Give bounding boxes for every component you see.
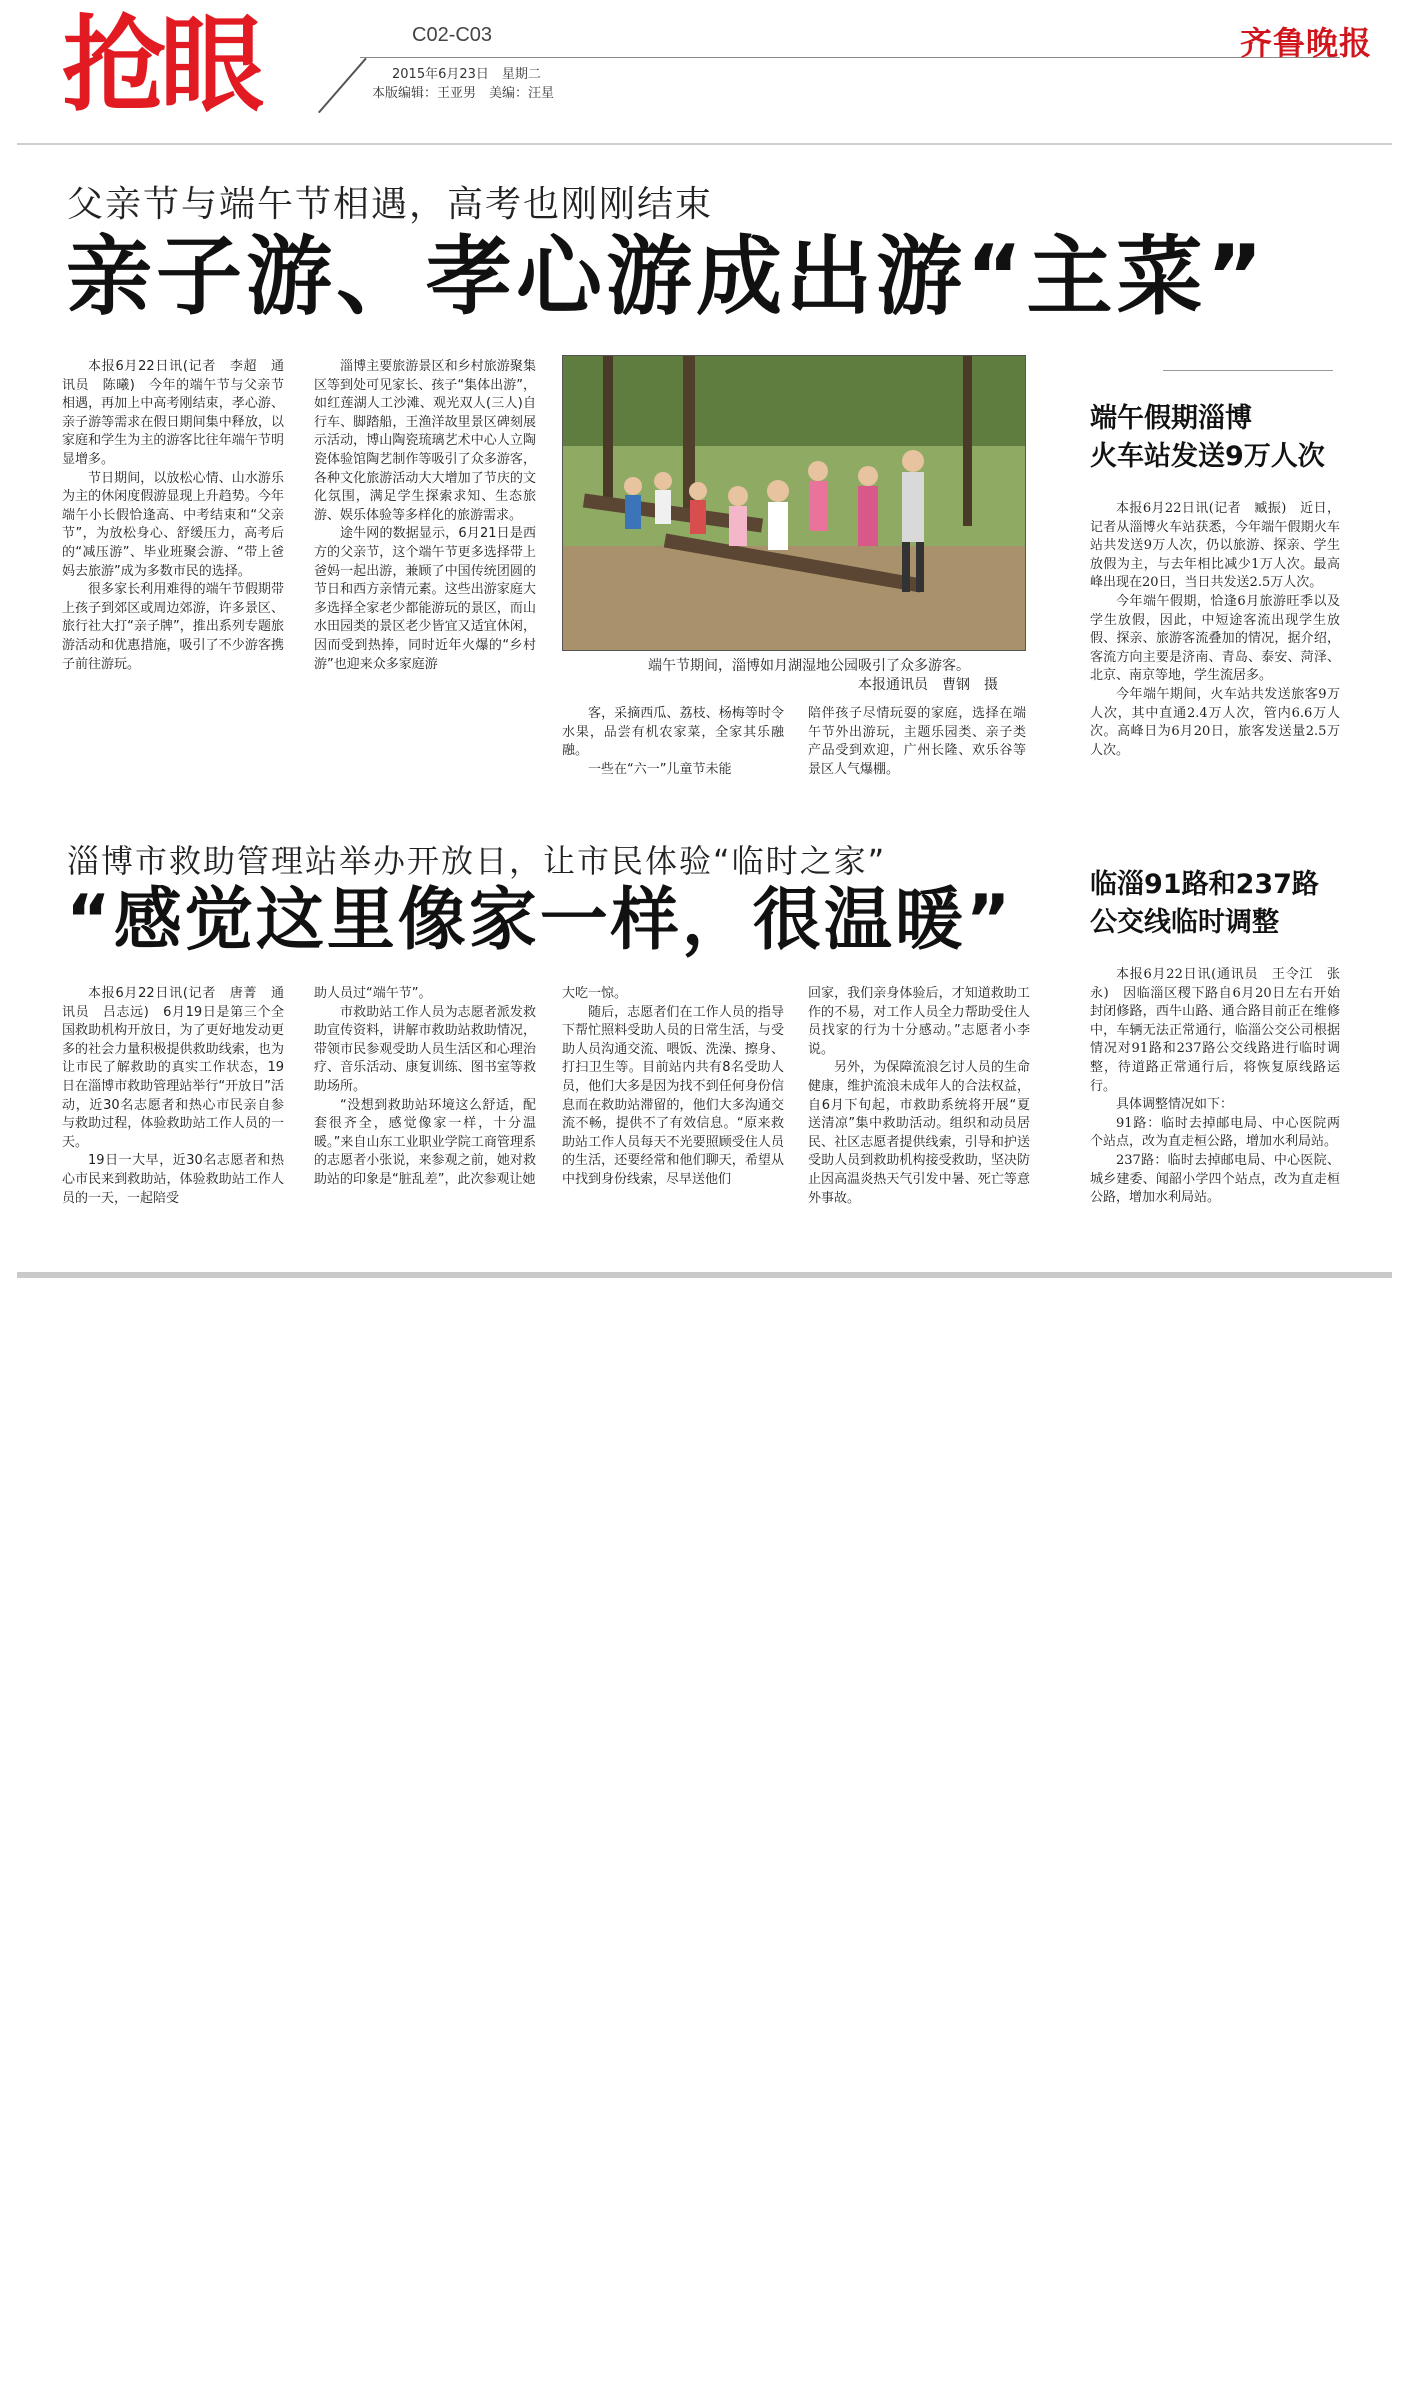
paragraph: 客，采摘西瓜、荔枝、杨梅等时令水果，品尝有机农家菜，全家其乐融融。: [562, 706, 784, 759]
paragraph: 本报6月22日讯(记者 臧振) 近日，记者从淄博火车站获悉，今年端午假期火车站共发送9万人次，仍以旅游、探亲、学生放假为主，与去年相比减少1万人次。最高峰出现在20日，当日共发送2.5万人次。: [1090, 501, 1340, 591]
masthead-rule: [360, 57, 1340, 58]
paragraph: 随后，志愿者们在工作人员的指导下帮忙照料受助人员的日常生活，与受助人员沟通交流、喂饭、洗澡、擦身、打扫卫生等。目前站内共有8名受助人员，他们大多是因为找不到任何身份信息而在救助站滞留的，他们大多沟通交流不畅，提供不了有效信息。“原来救助站工作人员每天不光要照顾受住人员的生活，还要经常和他们聊天，希望从中找到身份线索，尽早送他们: [562, 1004, 784, 1187]
bottom-divider: [17, 1272, 1392, 1278]
story1-column-3: [562, 705, 784, 779]
publication-date: 2015年6月23日 星期二: [392, 67, 541, 82]
paragraph: 淄博主要旅游景区和乡村旅游聚集区等到处可见家长、孩子“集体出游”，如红莲湖人工沙滩、观光双人(三人)自行车、脚踏船，王渔洋故里景区碑刻展示活动，博山陶瓷琉璃艺术中心人立陶瓷体验馆陶艺制作等吸引了众多游客，各种文化旅游活动大大增加了节庆的文化氛围，满足学生探索求知、生态旅游、娱乐体验等多样化的旅游需求。: [314, 359, 536, 523]
headline-line: 端午假期淄博: [1090, 403, 1252, 434]
paragraph: 本报6月22日讯(记者 唐菁 通讯员 吕志远) 6月19日是第三个全国救助机构开放日，为了更好地发动更多的社会力量积极提供救助线索，也为让市民了解救助的真实工作状态，19日在淄博市救助管理站举行“开放日”活动，近30名志愿者和热心市民亲自参与救助过程，体验救助站工作人员的一天。: [62, 986, 284, 1150]
story2-column-1: [62, 985, 284, 1208]
headline-line: 临淄91路和237路: [1090, 869, 1319, 900]
headline-line: 火车站发送9万人次: [1090, 441, 1325, 472]
paragraph: 一些在“六一”儿童节未能: [588, 761, 732, 777]
sidebar-story1-headline: [1090, 400, 1350, 476]
story2-column-2: [314, 985, 536, 1190]
paragraph: 本报6月22日讯(通讯员 王令江 张永) 因临淄区稷下路自6月20日左右开始封闭修路，西牛山路、通合路目前正在维修中，车辆无法正常通行，临淄公交公司根据情况对91路和237路公交线路进行临时调整，待道路正常通行后，将恢复原线路运行。: [1090, 967, 1340, 1094]
paragraph: 具体调整情况如下：: [1116, 1097, 1234, 1113]
story1-column-4: [808, 705, 1026, 779]
story1-kicker: 父亲节与端午节相遇，高考也刚刚结束: [67, 184, 714, 225]
paragraph: 91路：临时去掉邮电局、中心医院两个站点，改为直走桓公路，增加水利局站。: [1090, 1115, 1340, 1150]
paragraph: 市救助站工作人员为志愿者派发救助宣传资料，讲解市救助站救助情况，带领市民参观受助人员生活区和心理治疗、音乐活动、康复训练、图书室等救助场所。: [314, 1004, 536, 1094]
paragraph: 另外，为保障流浪乞讨人员的生命健康，维护流浪未成年人的合法权益，自6月下旬起，市救助系统将开展“夏送清凉”集中救助活动。组织和动员居民、社区志愿者提供线索，引导和护送受助人员到救助机构接受救助，坚决防止因高温炎热天气引发中暑、死亡等意外事故。: [808, 1060, 1030, 1206]
paragraph: 19日一大早，近30名志愿者和热心市民来到救助站，体验救助站工作人员的一天，一起陪受: [62, 1153, 284, 1206]
photo-caption: 端午节期间，淄博如月湖湿地公园吸引了众多游客。: [648, 658, 970, 674]
story1-column-2: [314, 358, 536, 674]
top-divider: [17, 143, 1392, 145]
section-title: 抢眼: [62, 4, 259, 126]
paragraph: 今年端午期间，火车站共发送旅客9万人次，其中直通2.4万人次，管内6.6万人次。高峰日为6月20日，旅客发送量2.5万人次。: [1090, 686, 1340, 758]
paragraph: “没想到救助站环境这么舒适，配套很齐全，感觉像家一样，十分温暖。”来自山东工业职业学院工商管理系的志愿者小张说，来参观之前，她对救助站的印象是“脏乱差”，此次参观让她: [314, 1097, 536, 1187]
paragraph: 节日期间，以放松心情、山水游乐为主的休闲度假游显现上升趋势。今年端午小长假恰逢高、中考结束和“父亲节”，为放松身心、舒缓压力，高考后的“减压游”、毕业班聚会游、“带上爸妈去旅游”成为多数市民的选择。: [62, 470, 284, 579]
paragraph: 大吃一惊。: [562, 986, 628, 1001]
sidebar-story2-headline: [1090, 866, 1350, 942]
photo-children-in-park: [562, 355, 1026, 651]
editors-credit: 本版编辑：王亚男 美编：汪星: [372, 86, 555, 101]
paragraph: 回家，我们亲身体验后，才知道救助工作的不易，对工作人员全力帮助受住人员找家的行为十分感动。”志愿者小李说。: [808, 986, 1030, 1057]
story2-kicker: 淄博市救助管理站举办开放日，让市民体验“临时之家”: [67, 842, 887, 880]
paragraph: 今年端午假期，恰逢6月旅游旺季以及学生放假，因此，中短途客流出现学生放假、探亲、旅游客流叠加的情况，据介绍，客流方向主要是济南、青岛、泰安、菏泽、北京、南京等地，学生流居多。: [1090, 593, 1340, 684]
sidebar-story1-body: [1090, 500, 1340, 760]
paragraph: 很多家长利用难得的端午节假期带上孩子到郊区或周边郊游，许多景区、旅行社大打“亲子牌”，推出系列专题旅游活动和优惠措施，吸引了不少游客携子前往游玩。: [62, 582, 284, 672]
page-range: C02-C03: [412, 24, 493, 46]
story1-headline: 亲子游、孝心游成出游“主菜”: [66, 227, 1268, 327]
paragraph: 陪伴孩子尽情玩耍的家庭，选择在端午节外出游玩，主题乐园类、亲子类产品受到欢迎，广州长隆、欢乐谷等景区人气爆棚。: [808, 706, 1026, 777]
photo-image: [563, 356, 1025, 650]
sidebar-story2-body: [1090, 966, 1340, 1208]
headline-line: 公交线临时调整: [1090, 907, 1279, 938]
newspaper-logo: 齐鲁晚报: [1240, 24, 1373, 62]
paragraph: 助人员过“端午节”。: [314, 986, 432, 1001]
story2-column-4: [808, 985, 1030, 1208]
story1-column-1: [62, 358, 284, 674]
paragraph: 途牛网的数据显示，6月21日是西方的父亲节，这个端午节更多选择带上爸妈一起出游，兼顾了中国传统团圆的节日和西方亲情元素。这些出游家庭大多选择全家老少都能游玩的景区，而山水田园类的景区老少皆宜又适宜休闲，因而受到热捧，同时近年火爆的“乡村游”也迎来众多家庭游: [314, 526, 536, 672]
story2-headline: “感觉这里像家一样，很温暖”: [66, 881, 1014, 960]
photo-credit: 本报通讯员 曹钢 摄: [858, 677, 998, 693]
story2-column-3: [562, 985, 784, 1190]
paragraph: 237路：临时去掉邮电局、中心医院、城乡建委、闻韶小学四个站点，改为直走桓公路，增加水利局站。: [1090, 1152, 1340, 1206]
sidebar-rule: [1163, 370, 1333, 371]
paragraph: 本报6月22日讯(记者 李超 通讯员 陈曦) 今年的端午节与父亲节相遇，再加上中高考刚结束，孝心游、亲子游等需求在假日期间集中释放，以家庭和学生为主的游客比往年端午节明显增多。: [62, 359, 284, 467]
